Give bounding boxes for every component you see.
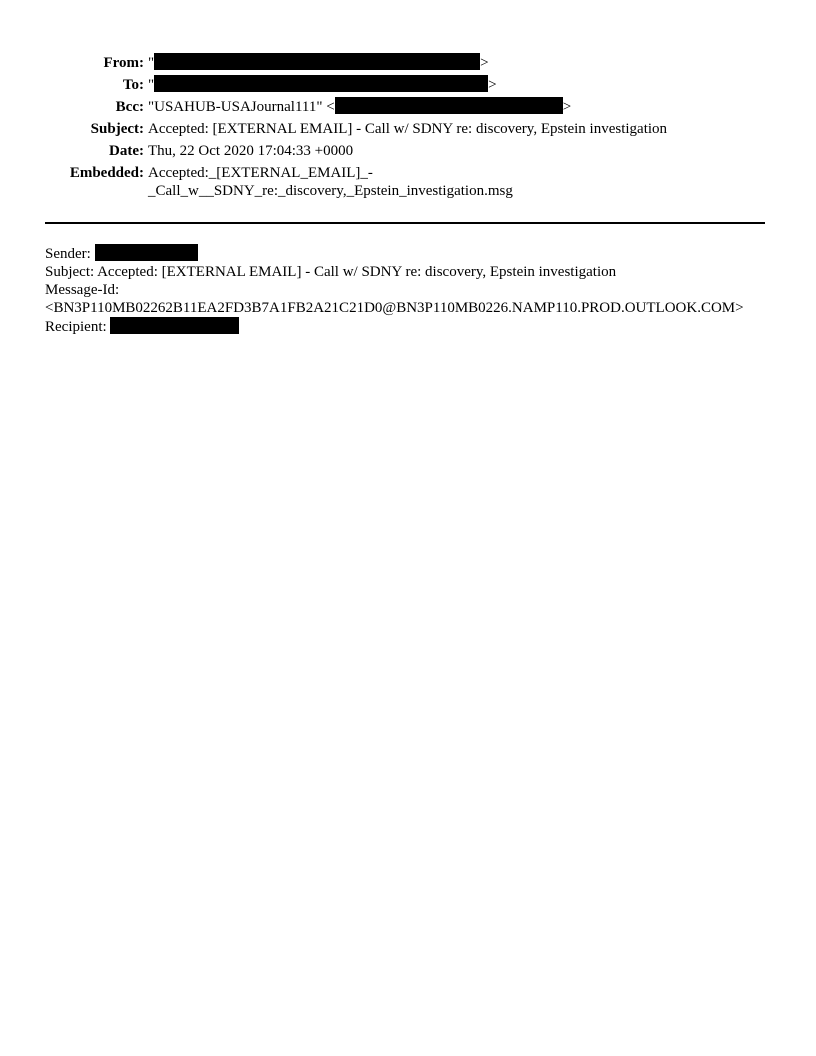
recipient-line xyxy=(45,317,770,336)
bcc-prefix: "USAHUB-USAJournal111" < xyxy=(148,99,335,115)
message-metadata xyxy=(45,244,770,336)
email-header xyxy=(45,52,667,200)
meta-subject-line: Subject: Accepted: [EXTERNAL EMAIL] - Call w/ SDNY re: discovery, Epstein investigation xyxy=(45,264,617,280)
recipient-redaction xyxy=(110,317,239,334)
to-label: To: xyxy=(122,77,144,93)
to-redaction xyxy=(154,75,488,92)
from-label: From: xyxy=(103,55,144,71)
from-prefix: " xyxy=(148,55,155,71)
to-value xyxy=(148,74,667,96)
subject-row xyxy=(45,118,667,140)
message-id-label: Message-Id: xyxy=(45,282,120,298)
message-id-value: <BN3P110MB02262B11EA2FD3B7A1FB2A21C21D0@BN3P110MB0226.NAMP110.PROD.OUTLOOK.COM> xyxy=(45,300,744,316)
embedded-value xyxy=(148,162,667,200)
sender-redaction xyxy=(95,244,198,261)
from-redaction xyxy=(154,53,480,70)
to-row xyxy=(45,74,667,96)
from-value xyxy=(148,52,667,74)
divider-line xyxy=(45,222,765,224)
date-row xyxy=(45,140,667,162)
to-prefix: " xyxy=(148,77,155,93)
sender-label: Sender: xyxy=(45,246,91,262)
embedded-line-1: Accepted:_[EXTERNAL_EMAIL]_- xyxy=(148,165,373,181)
bcc-redaction xyxy=(335,97,563,114)
date-value: Thu, 22 Oct 2020 17:04:33 +0000 xyxy=(148,143,354,159)
subject-value: Accepted: [EXTERNAL EMAIL] - Call w/ SDNY re: discovery, Epstein investigation xyxy=(148,121,668,137)
from-suffix: > xyxy=(480,55,489,71)
to-suffix: > xyxy=(488,77,497,93)
embedded-line-2: _Call_w__SDNY_re:_discovery,_Epstein_investigation.msg xyxy=(148,183,513,199)
embedded-label: Embedded: xyxy=(69,165,144,181)
sender-line xyxy=(45,244,770,263)
embedded-row xyxy=(45,162,667,200)
bcc-suffix: > xyxy=(562,99,572,115)
bcc-row xyxy=(45,96,667,118)
subject-label: Subject: xyxy=(90,121,144,137)
recipient-label: Recipient: xyxy=(45,319,107,335)
from-row xyxy=(45,52,667,74)
date-label: Date: xyxy=(109,143,144,159)
bcc-label: Bcc: xyxy=(115,99,144,115)
bcc-value xyxy=(148,96,667,118)
